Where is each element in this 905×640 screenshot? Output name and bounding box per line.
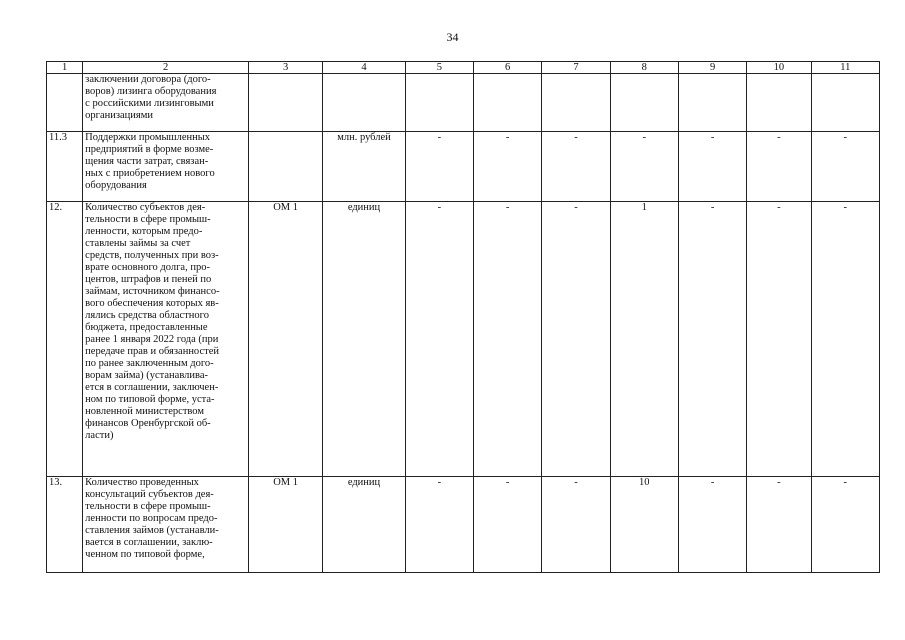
cell-unit: единиц <box>323 477 405 573</box>
column-header: 9 <box>678 62 746 74</box>
cell-value: - <box>542 477 610 573</box>
table-row <box>47 202 880 477</box>
indicator-name: заключении договора (дого- воров) лизинга оборудования с российскими лизинговыми организациями <box>83 74 249 132</box>
cell-value <box>811 74 879 132</box>
indicator-name: Количество проведенных консультаций субъектов дея- тельности в сфере промыш- ленности по вопросам предо- ставления займов (устанавли- вается в соглашении, заклю- ченном по типовой форме, <box>83 477 249 573</box>
cell-value <box>610 74 678 132</box>
row-number: 13. <box>47 477 83 573</box>
column-header: 10 <box>747 62 811 74</box>
table-row <box>47 74 880 132</box>
cell-value <box>405 74 473 132</box>
cell-basis <box>248 132 322 202</box>
cell-value: - <box>405 202 473 477</box>
column-header: 7 <box>542 62 610 74</box>
table-row <box>47 477 880 573</box>
cell-value: - <box>747 132 811 202</box>
cell-value: - <box>811 477 879 573</box>
cell-unit <box>323 74 405 132</box>
cell-value <box>747 74 811 132</box>
cell-value: - <box>405 477 473 573</box>
row-number: 12. <box>47 202 83 477</box>
column-header: 3 <box>248 62 322 74</box>
cell-value: - <box>678 477 746 573</box>
cell-value: - <box>747 477 811 573</box>
cell-value: - <box>678 202 746 477</box>
page-number: 34 <box>446 30 459 44</box>
cell-unit: единиц <box>323 202 405 477</box>
cell-value <box>678 74 746 132</box>
cell-value: - <box>811 202 879 477</box>
cell-value: - <box>474 202 542 477</box>
cell-value: - <box>678 132 746 202</box>
cell-value: 1 <box>610 202 678 477</box>
cell-value <box>474 74 542 132</box>
cell-value: - <box>610 132 678 202</box>
cell-value: - <box>405 132 473 202</box>
cell-value: - <box>811 132 879 202</box>
cell-basis <box>248 74 322 132</box>
column-header: 1 <box>47 62 83 74</box>
column-header: 6 <box>474 62 542 74</box>
cell-basis: ОМ 1 <box>248 477 322 573</box>
cell-value: 10 <box>610 477 678 573</box>
indicator-table <box>46 61 880 573</box>
row-number: 11.3 <box>47 132 83 202</box>
row-number <box>47 74 83 132</box>
column-header: 5 <box>405 62 473 74</box>
cell-value: - <box>542 132 610 202</box>
cell-value: - <box>747 202 811 477</box>
column-header: 4 <box>323 62 405 74</box>
cell-value: - <box>474 132 542 202</box>
indicator-name: Поддержки промышленных предприятий в форме возме- щения части затрат, связан- ных с приобретением нового оборудования <box>83 132 249 202</box>
column-header: 2 <box>83 62 249 74</box>
cell-basis: ОМ 1 <box>248 202 322 477</box>
table-row <box>47 132 880 202</box>
table-header-row <box>47 62 880 74</box>
cell-value: - <box>474 477 542 573</box>
cell-value: - <box>542 202 610 477</box>
cell-unit: млн. рублей <box>323 132 405 202</box>
indicator-name: Количество субъектов дея- тельности в сфере промыш- ленности, которым предо- ставлены займы за счет средств, полученных при воз- врате основного долга, про- центов, штрафов и пеней по займам, источником финансо- вого обеспечения которых яв- лялись средства областного бюджета, предоставленные ранее 1 января 2022 года (при передаче прав и обязанностей по ранее заключенным дого- ворам займа) (устанавлива- ется в соглашении, заключен- ном по типовой форме, уста- новленной министерством финансов Оренбургской об- ласти) <box>83 202 249 477</box>
column-header: 8 <box>610 62 678 74</box>
column-header: 11 <box>811 62 879 74</box>
cell-value <box>542 74 610 132</box>
